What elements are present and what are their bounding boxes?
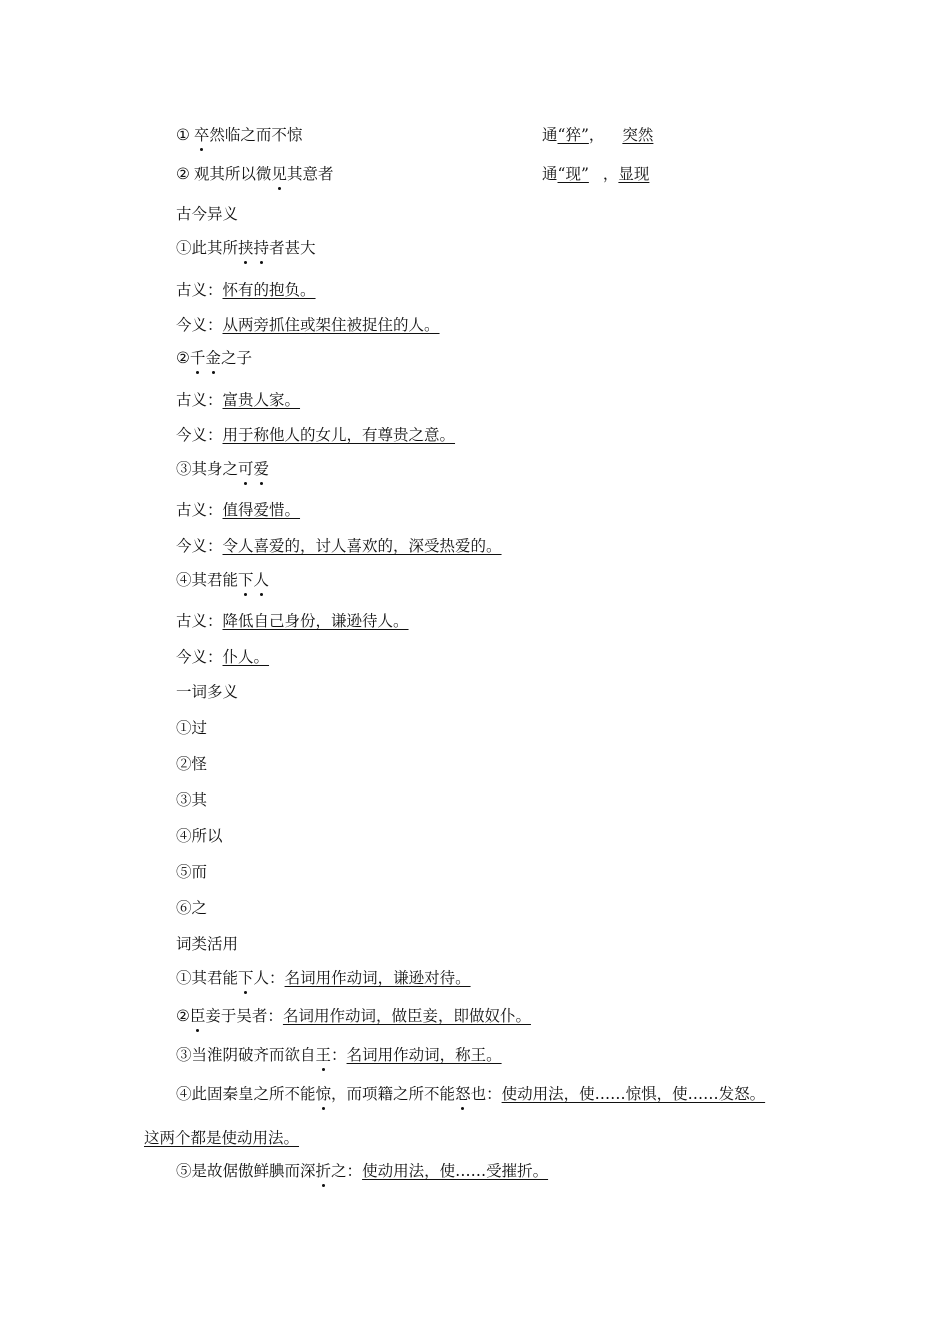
item-number: ① — [176, 126, 190, 144]
huoyong-item-1: ①其君能下人：名词用作动词，谦逊对待。 — [176, 969, 471, 987]
emphasis-dot-char: 人 — [253, 571, 270, 589]
gujin-item-1: ①此其所挟持者甚大 — [176, 239, 316, 257]
emphasis-dot-char: 持 — [253, 239, 270, 257]
gujin-4-jin: 今义：仆人。 — [176, 648, 270, 666]
gujin-3-gu: 古义：值得爱惜。 — [176, 501, 301, 519]
gujin-3-jin: 今义：令人喜爱的，讨人喜欢的，深受热爱的。 — [176, 537, 502, 555]
answer-text: 显现 — [618, 165, 650, 183]
answer-text: 名词用作动词，称王。 — [346, 1046, 502, 1064]
emphasis-dot-char: 臣 — [189, 1007, 206, 1025]
section-heading-gujin: 古今异义 — [176, 205, 239, 223]
gujin-1-gu: 古义：怀有的抱负。 — [176, 281, 316, 299]
answer-text: 突然 — [622, 126, 654, 144]
duoyi-item: ④所以 — [176, 827, 223, 845]
tongjia-item-1: ① 卒然临之而不惊 通“猝”， 突然 — [176, 126, 654, 144]
huoyong-item-4: ④此固秦皇之所不能惊，而项籍之所不能怒也：使动用法，使……惊惧，使……发怒。 — [176, 1085, 766, 1103]
emphasis-dot-char: 爱 — [253, 460, 270, 478]
huoyong-item-4-continued — [144, 1127, 299, 1149]
gujin-4-gu: 古义：降低自己身份，谦逊待人。 — [176, 612, 409, 630]
emphasis-dot-char: 下 — [238, 571, 254, 589]
answer-text: “现” — [557, 165, 589, 183]
answer-text: 用于称他人的女儿，有尊贵之意。 — [222, 426, 456, 444]
answer-text: 降低自己身份，谦逊待人。 — [222, 612, 409, 630]
answer-text: 名词用作动词，做臣妾，即做奴仆。 — [282, 1007, 531, 1025]
answer-text: 使动用法，使……惊惧，使……发怒。 — [501, 1085, 766, 1103]
emphasis-dot-char: 见 — [271, 165, 287, 183]
answer-text: 怀有的抱负。 — [222, 281, 316, 299]
duoyi-item: ⑥之 — [176, 899, 208, 917]
duoyi-item: ③其 — [176, 791, 208, 809]
huoyong-item-5: ⑤是故倨傲鲜腆而深折之：使动用法，使……受摧折。 — [176, 1162, 549, 1180]
duoyi-item: ①过 — [176, 719, 208, 737]
section-heading-huoyong: 词类活用 — [176, 935, 239, 953]
answer-text: “猝” — [557, 126, 589, 144]
gujin-2-gu: 古义：富贵人家。 — [176, 391, 301, 409]
gujin-item-3: ③其身之可爱 — [176, 460, 270, 478]
emphasis-dot-char: 下 — [238, 969, 254, 987]
answer-text: 使动用法，使……受摧折。 — [362, 1162, 549, 1180]
answer-text: 仆人。 — [222, 648, 270, 666]
answer-text: 名词用作动词，谦逊对待。 — [284, 969, 471, 987]
huoyong-item-3: ③当淮阴破齐而欲自王：名词用作动词，称王。 — [176, 1046, 502, 1064]
answer-text: 富贵人家。 — [222, 391, 301, 409]
duoyi-item: ②怪 — [176, 755, 208, 773]
emphasis-dot-char: 惊 — [315, 1085, 332, 1103]
answer-text: 值得爱惜。 — [222, 501, 301, 519]
gujin-1-jin: 今义：从两旁抓住或架住被捉住的人。 — [176, 316, 440, 334]
section-heading-duoyi: 一词多义 — [176, 683, 239, 701]
tongjia-item-2: ② 观其所以微见其意者 通“现” ，显现 — [176, 165, 650, 183]
emphasis-dot-char: 可 — [238, 460, 254, 478]
gujin-2-jin: 今义：用于称他人的女儿，有尊贵之意。 — [176, 426, 456, 444]
emphasis-dot-char: 怒 — [455, 1085, 471, 1103]
item-number: ② — [176, 165, 190, 183]
answer-text: 这两个都是使动用法。 — [144, 1129, 300, 1147]
gujin-item-4: ④其君能下人 — [176, 571, 270, 589]
huoyong-item-2: ②臣妾于吴者：名词用作动词，做臣妾，即做奴仆。 — [176, 1007, 531, 1025]
duoyi-item: ⑤而 — [176, 863, 208, 881]
emphasis-dot-char: 王 — [315, 1046, 332, 1064]
emphasis-dot-char: 千 — [189, 349, 206, 367]
answer-text: 令人喜爱的，讨人喜欢的，深受热爱的。 — [222, 537, 502, 555]
answer-text: 从两旁抓住或架住被捉住的人。 — [222, 316, 440, 334]
emphasis-dot-char: 卒 — [193, 126, 210, 144]
emphasis-dot-char: 折 — [315, 1162, 332, 1180]
gujin-item-2: ②千金之子 — [176, 349, 252, 367]
emphasis-dot-char: 挟 — [238, 239, 254, 257]
emphasis-dot-char: 金 — [205, 349, 221, 367]
